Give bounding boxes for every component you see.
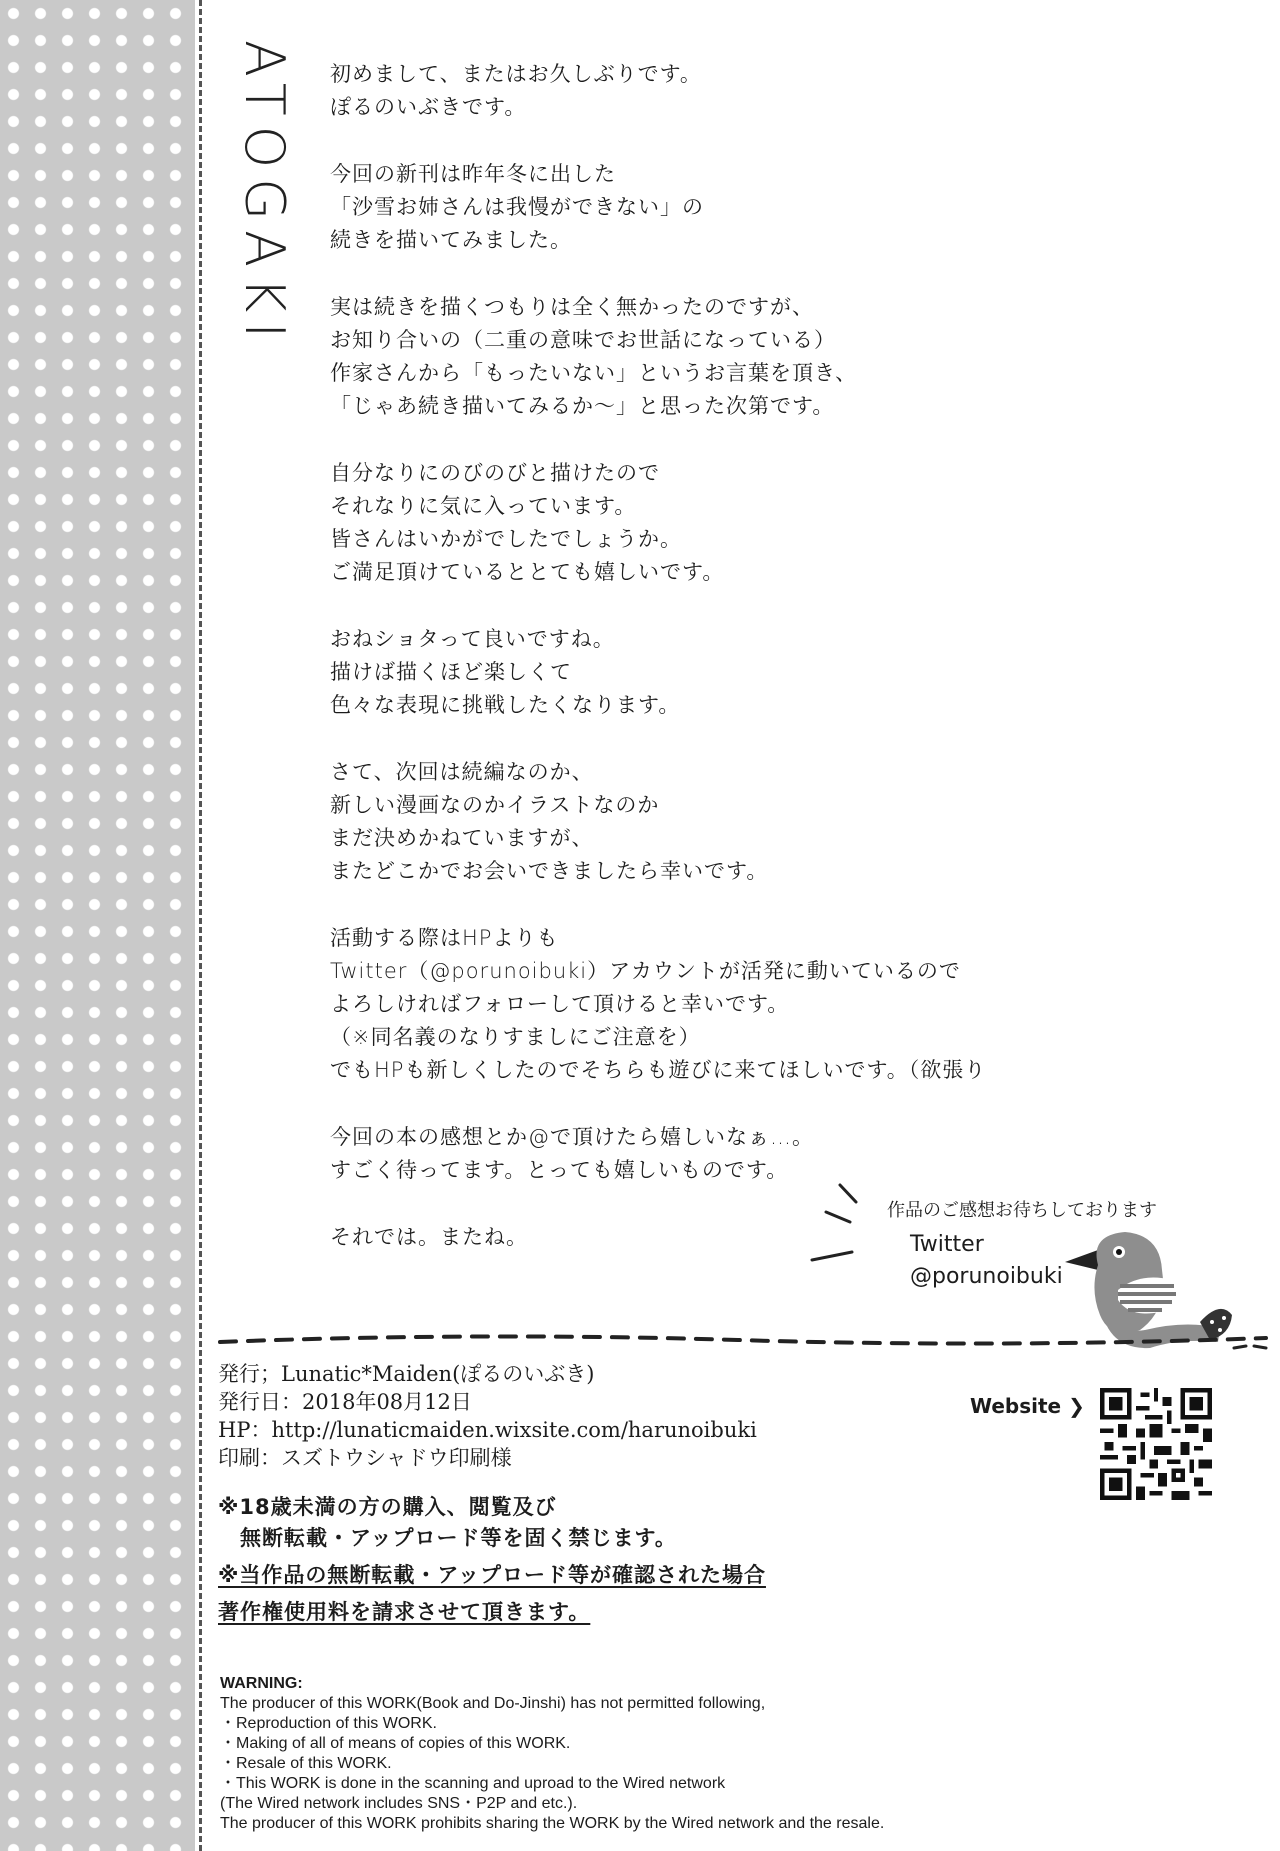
warning-line: ・This WORK is done in the scanning and uproad to the Wired network	[220, 1775, 726, 1792]
publication-info	[218, 1360, 858, 1472]
text-line: またどこかでお会いできましたら幸いです。	[330, 859, 769, 883]
text-line: 作家さんから「もったいない」というお言葉を頂き、	[330, 361, 858, 385]
text-line: 色々な表現に挑戦したくなります。	[330, 693, 681, 717]
warning-line: The producer of this WORK prohibits sharing the WORK by the Wired network and the resale.	[220, 1815, 885, 1832]
dashed-separator	[218, 1330, 1268, 1350]
age-notice	[218, 1492, 1118, 1628]
text-line: それなりに気に入っています。	[330, 494, 637, 518]
paragraph	[330, 1121, 1230, 1187]
text-line: 新しい漫画なのかイラストなのか	[330, 793, 660, 817]
printer-line: 印刷：スズトウシャドウ印刷様	[218, 1446, 512, 1470]
paragraph	[330, 922, 1230, 1087]
paragraph	[330, 291, 1230, 423]
text-line: 描けば描くほど楽しくて	[330, 660, 572, 684]
text-line: 続きを描いてみました。	[330, 228, 572, 252]
feedback-message: 作品のご感想お待ちしております	[887, 1200, 1157, 1221]
twitter-handle: @porunoibuki	[910, 1264, 1063, 1289]
paragraph	[330, 756, 1230, 888]
text-line: 実は続きを描くつもりは全く無かったのですが、	[330, 295, 814, 319]
warning-line: ・Making of all of means of copies of this WORK.	[220, 1735, 571, 1752]
warning-line: (The Wired network includes SNS・P2P and etc.).	[220, 1795, 578, 1812]
page-title: ATOGAKI	[233, 40, 296, 349]
text-line: お知り合いの（二重の意味でお世話になっている）	[330, 328, 836, 352]
polka-dot-border	[0, 0, 195, 1851]
website-label	[970, 1394, 1085, 1418]
text-line: Twitter（@porunoibuki）アカウントが活発に動いているので	[330, 959, 961, 983]
publish-date-line: 発行日：2018年08月12日	[218, 1390, 472, 1414]
publisher-line: 発行；Lunatic*Maiden(ぽるのいぶき)	[218, 1362, 595, 1386]
text-line: ぽるのいぶきです。	[330, 95, 527, 119]
warning-line: ・Resale of this WORK.	[220, 1755, 392, 1772]
text-line: それでは。またね。	[330, 1225, 528, 1249]
text-line: おねショタって良いですね。	[330, 627, 615, 651]
text-line: 初めまして、またはお久しぶりです。	[330, 62, 702, 86]
qr-code-icon[interactable]	[1100, 1388, 1212, 1500]
notice-line: ※当作品の無断転載・アップロード等が確認された場合	[218, 1563, 766, 1587]
afterword-body	[330, 58, 1230, 1288]
paragraph	[330, 158, 1230, 257]
notice-line: ※18歳未満の方の購入、閲覧及び	[218, 1495, 557, 1519]
website-text: Website	[970, 1394, 1062, 1418]
text-line: （※同名義のなりすましにご注意を）	[330, 1025, 701, 1049]
warning-line: The producer of this WORK(Book and Do-Jinshi) has not permitted following,	[220, 1695, 766, 1712]
text-line: まだ決めかねていますが、	[330, 826, 594, 850]
warning-block	[220, 1674, 1260, 1834]
notice-line: 無断転載・アップロード等を固く禁じます。	[218, 1526, 677, 1550]
homepage-line: HP：http://lunaticmaiden.wixsite.com/harunoibuki	[218, 1418, 757, 1442]
vertical-title	[232, 40, 302, 360]
paragraph	[330, 58, 1230, 124]
text-line: 「じゃあ続き描いてみるか〜」と思った次第です。	[330, 394, 835, 418]
text-line: 自分なりにのびのびと描けたので	[330, 461, 660, 485]
text-line: すごく待ってます。とっても嬉しいものです。	[330, 1158, 789, 1182]
text-line: さて、次回は続編なのか、	[330, 760, 594, 784]
warning-heading: WARNING:	[220, 1675, 303, 1692]
text-line: 今回の本の感想とか@で頂けたら嬉しいなぁ…。	[330, 1125, 814, 1149]
text-line: 活動する際はHPよりも	[330, 926, 559, 950]
twitter-label: Twitter	[910, 1232, 984, 1257]
notice-line: 著作権使用料を請求させて頂きます。	[218, 1600, 591, 1624]
text-line: 今回の新刊は昨年冬に出した	[330, 162, 616, 186]
text-line: 「沙雪お姉さんは我慢ができない」の	[330, 195, 704, 219]
text-line: ご満足頂けているととても嬉しいです。	[330, 560, 725, 584]
paragraph	[330, 457, 1230, 589]
warning-line: ・Reproduction of this WORK.	[220, 1715, 437, 1732]
dashed-divider	[199, 0, 202, 1851]
paragraph	[330, 623, 1230, 722]
text-line: でもHPも新しくしたのでそちらも遊びに来てほしいです。（欲張り	[330, 1058, 987, 1082]
text-line: よろしければフォローして頂けると幸いです。	[330, 992, 790, 1016]
chevron-right-icon: ❯	[1068, 1394, 1085, 1418]
text-line: 皆さんはいかがでしたでしょうか。	[330, 527, 682, 551]
